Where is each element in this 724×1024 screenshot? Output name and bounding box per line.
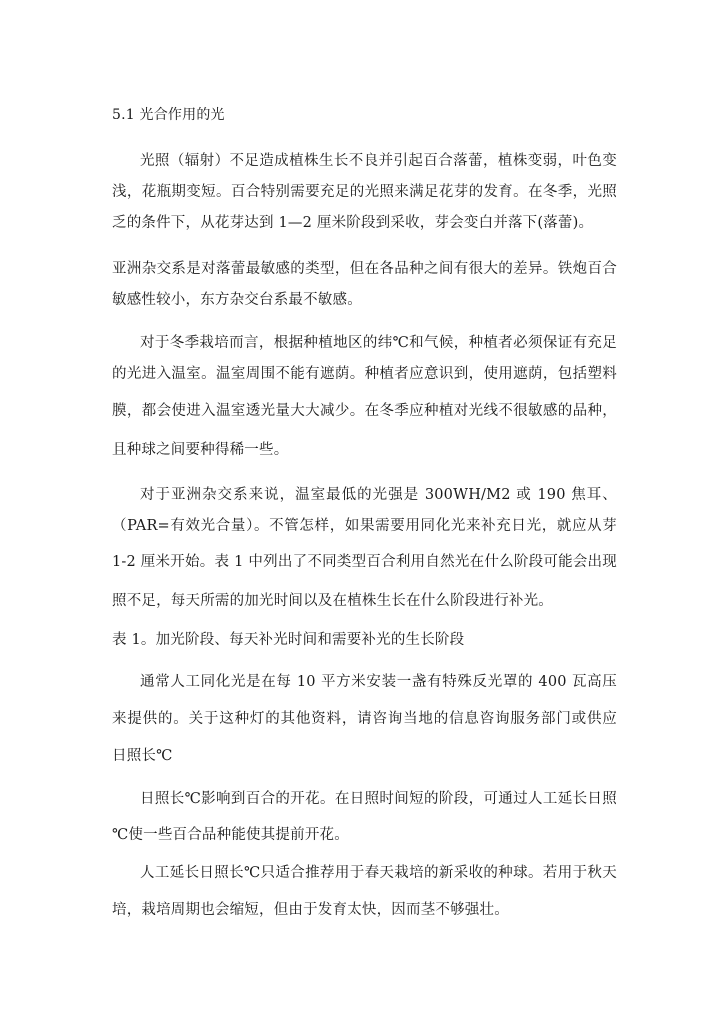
paragraph-line: 浅，花瓶期变短。百合特别需要充足的光照来满足花芽的发育。在冬季，光照 [112, 184, 617, 200]
paragraph-line: 敏感性较小，东方杂交台系最不敏感。 [112, 292, 362, 308]
paragraph-line: 培，栽培周期也会缩短，但由于发育太快，因而茎不够强壮。 [112, 902, 509, 918]
paragraph-line: 光照（辐射）不足造成植株生长不良并引起百合落蕾，植株变弱，叶色变 [140, 153, 617, 169]
paragraph-line: 亚洲杂交系是对落蕾最敏感的类型，但在各品种之间有很大的差异。铁炮百合 [112, 261, 617, 277]
subheading: 日照长℃ [112, 748, 173, 764]
paragraph-line: 照不足，每天所需的加光时间以及在植株生长在什么阶段进行补光。 [112, 593, 553, 609]
paragraph-line: 1-2 厘米开始。表 1 中列出了不同类型百合利用自然光在什么阶段可能会出现 [112, 554, 617, 570]
paragraph-line: 通常人工同化光是在每 10 平方米安装一盏有特殊反光罩的 400 瓦高压 [140, 674, 617, 690]
paragraph-line: （PAR=有效光合量）。不管怎样，如果需要用同化光来补充日光，就应从芽 [112, 518, 617, 534]
paragraph-line: 的光进入温室。温室周围不能有遮荫。种植者应意识到，使用遮荫，包括塑料 [112, 366, 617, 382]
paragraph-line: 且种球之间要种得稀一些。 [112, 442, 289, 458]
paragraph-line: 人工延长日照长℃只适合推荐用于春天栽培的新采收的种球。若用于秋天 [140, 865, 617, 881]
paragraph-line: 日照长℃影响到百合的开花。在日照时间短的阶段，可通过人工延长日照 [140, 791, 617, 807]
table-caption: 表 1。加光阶段、每天补光时间和需要补光的生长阶段 [112, 632, 465, 648]
section-heading: 5.1 光合作用的光 [112, 107, 225, 123]
paragraph-line: 乏的条件下，从花芽达到 1—2 厘米阶段到采收，芽会变白并落下(落蕾)。 [112, 215, 594, 231]
paragraph-line: 对于冬季栽培而言，根据种植地区的纬℃和气候，种植者必须保证有充足 [140, 335, 617, 351]
paragraph-line: 膜，都会使进入温室透光量大大减少。在冬季应种植对光线不很敏感的品种， [112, 403, 617, 419]
paragraph-line: 来提供的。关于这种灯的其他资料，请咨询当地的信息咨询服务部门或供应 [112, 711, 617, 727]
paragraph-line: 对于亚洲杂交系来说，温室最低的光强是 300WH/M2 或 190 焦耳、 [140, 487, 617, 503]
paragraph-line: ℃使一些百合品种能使其提前开花。 [112, 827, 349, 843]
